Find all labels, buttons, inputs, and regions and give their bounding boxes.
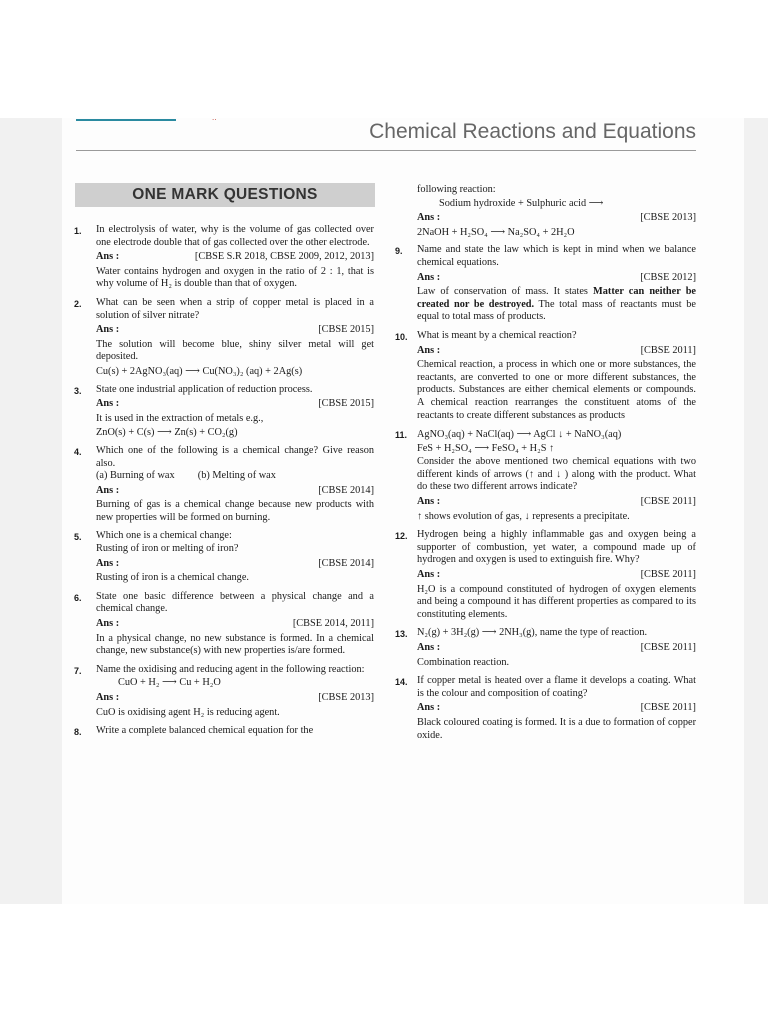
left-column <box>74 224 374 743</box>
question-text: Write a complete balanced chemical equation for the <box>96 725 314 737</box>
chemical-equation: Cu(s) + 2AgNO₃(aq) ⟶ Cu(NO₃)₂ (aq) + 2Ag(s) <box>96 365 303 377</box>
chapter-title: Chemical Reactions and Equations <box>369 120 696 143</box>
question-text: Name the oxidising and reducing agent in the following reaction: <box>96 663 365 675</box>
question-text: In electrolysis of water, why is the volume of gas collected over one electrode double that of gas collected over the other electrode. <box>96 224 374 248</box>
answer-text: Water contains hydrogen and oxygen in the ratio of 2 : 1, that is why volume of H₂ is double than that of oxygen. <box>96 265 374 290</box>
chemical-equation: CuO + H₂ ⟶ Cu + H₂O <box>118 677 221 689</box>
cbse-reference: [CBSE 2012] <box>640 271 696 283</box>
question-13 <box>395 627 696 671</box>
answer-text: H₂O is a compound constituted of hydrogen of oxygen elements and being a compound it has different properties as compared to its constituting elements. <box>417 583 696 620</box>
header-rule <box>76 150 696 151</box>
question-text-line2: Rusting of iron or melting of iron? <box>96 543 239 555</box>
answer-label: Ans : <box>96 398 120 410</box>
left-margin-shadow <box>0 118 62 904</box>
header-accent-rule <box>76 119 176 121</box>
answer-text: Law of conservation of mass. It states Matter can neither be created nor be destroyed. The total mass of reactants must be equal to total mass of products. <box>417 286 696 323</box>
question-text: What is meant by a chemical reaction? <box>417 329 577 341</box>
question-4 <box>74 445 374 527</box>
answer-label: Ans : <box>96 251 120 263</box>
cbse-reference: [CBSE 2011] <box>640 642 696 653</box>
answer-label: Ans : <box>96 324 120 336</box>
answer-label: Ans : <box>417 702 441 714</box>
question-8-continued <box>395 184 696 240</box>
question-number: 12. <box>395 531 408 542</box>
cbse-reference: [CBSE 2011] <box>640 344 696 356</box>
question-number: 14. <box>395 677 408 688</box>
answer-text: CuO is oxidising agent H₂ is reducing agent. <box>96 706 280 718</box>
answer-label: Ans : <box>96 557 120 569</box>
cbse-reference: [CBSE 2015] <box>318 324 374 336</box>
answer-label: Ans : <box>417 642 441 653</box>
answer-text: Burning of gas is a chemical change because new products with new properties will be formed on burning. <box>96 499 374 523</box>
question-number: 8. <box>74 727 82 738</box>
answer-text: Black coloured coating is formed. It is a due to formation of copper oxide. <box>417 716 696 741</box>
question-text: If copper metal is heated over a flame it develops a coating. What is the colour and composition of coating? <box>417 675 696 699</box>
question-number: 2. <box>74 298 82 309</box>
section-title: ONE MARK QUESTIONS <box>75 183 375 207</box>
question-9 <box>395 244 696 326</box>
question-14 <box>395 675 696 744</box>
answer-label: Ans : <box>417 496 441 508</box>
question-number: 10. <box>395 331 408 342</box>
answer-label: Ans : <box>96 484 120 496</box>
question-text: What can be seen when a strip of copper metal is placed in a solution of silver nitrate? <box>96 296 374 321</box>
question-number: 4. <box>74 446 82 457</box>
answer-text: In a physical change, no new substance is formed. In a chemical change, new substance(s) with new properties is/are formed. <box>96 632 374 657</box>
question-11 <box>395 428 696 525</box>
option-b: (b) Melting of wax <box>197 470 276 482</box>
question-number: 11. <box>395 430 408 441</box>
question-5 <box>74 530 374 586</box>
right-margin-shadow <box>744 118 768 904</box>
answer-label: Ans : <box>417 271 441 283</box>
question-text: Which one of the following is a chemical change? Give reason also. <box>96 444 374 469</box>
cbse-reference: [CBSE 2015] <box>318 398 374 410</box>
question-text: N₂(g) + 3H₂(g) ⟶ 2NH₃(g), name the type of reaction. <box>417 627 648 639</box>
question-10 <box>395 330 696 424</box>
question-number: 13. <box>395 629 408 640</box>
chemical-equation: ZnO(s) + C(s) ⟶ Zn(s) + CO₂(g) <box>96 427 238 439</box>
answer-label: Ans : <box>417 569 441 581</box>
question-3 <box>74 384 374 441</box>
question-7 <box>74 664 374 721</box>
question-text: Consider the above mentioned two chemical equations with two different kinds of arrows (↑ and ↓ ) along with the product. What do these two different arrows indicate? <box>417 456 696 493</box>
answer-label: Ans : <box>417 344 441 356</box>
question-2 <box>74 297 374 380</box>
question-number: 3. <box>74 385 82 396</box>
question-number: 1. <box>74 226 82 236</box>
question-text: State one basic difference between a physical change and a chemical change. <box>96 590 374 615</box>
right-column <box>395 184 696 748</box>
cbse-reference: [CBSE 2014, 2011] <box>292 618 374 630</box>
answer-text: Rusting of iron is a chemical change. <box>96 572 249 584</box>
law-statement: Matter can neither be created nor be destroyed. <box>417 286 696 310</box>
cbse-reference: [CBSE 2011] <box>640 702 696 714</box>
question-1 <box>74 224 374 293</box>
question-12 <box>395 529 696 623</box>
answer-text: Combination reaction. <box>417 656 510 668</box>
cbse-reference: [CBSE 2013] <box>640 212 696 224</box>
cbse-reference: [CBSE 2014] <box>318 557 374 569</box>
question-8 <box>74 725 374 739</box>
header-marks: .. <box>212 113 217 122</box>
answer-text: Chemical reaction, a process in which one or more substances, the reactants, are converted to one or more different substances, the products. Substances are either chemical elements or compounds. A chemical reaction rearranges the constituent atoms of the reactants to create different substances as products <box>417 359 696 421</box>
cbse-reference: [CBSE S.R 2018, CBSE 2009, 2012, 2013] <box>194 251 374 263</box>
answer-text: ↑ shows evolution of gas, ↓ represents a precipitate. <box>417 510 630 522</box>
cbse-reference: [CBSE 2013] <box>318 692 374 703</box>
question-number: 6. <box>74 592 82 603</box>
chemical-equation: 2NaOH + H₂SO₄ ⟶ Na₂SO₄ + 2H₂O <box>417 226 575 238</box>
chemical-equation-1: AgNO₃(aq) + NaCl(aq) ⟶ AgCl ↓ + NaNO₃(aq) <box>417 429 622 441</box>
question-text: Name and state the law which is kept in mind when we balance chemical equations. <box>417 244 696 268</box>
answer-text: It is used in the extraction of metals e.g., <box>96 412 264 424</box>
answer-label: Ans : <box>96 618 120 630</box>
chemical-equation-2: FeS + H₂SO₄ ⟶ FeSO₄ + H₂S ↑ <box>417 442 555 454</box>
question-6 <box>74 591 374 660</box>
word-equation: Sodium hydroxide + Sulphuric acid ⟶ <box>439 197 604 209</box>
cbse-reference: [CBSE 2014] <box>318 484 374 496</box>
question-text: State one industrial application of reduction process. <box>96 383 313 395</box>
question-text: following reaction: <box>417 184 496 195</box>
question-text: Hydrogen being a highly inflammable gas and oxygen being a supporter of combustion, yet water, a compound made up of hydrogen and oxygen is used to extinguish fire. Why? <box>417 529 696 566</box>
answer-text: The solution will become blue, shiny silver metal will get deposited. <box>96 338 374 363</box>
answer-label: Ans : <box>417 212 441 224</box>
question-number: 7. <box>74 665 82 676</box>
question-text: Which one is a chemical change: <box>96 530 232 542</box>
answer-label: Ans : <box>96 692 120 703</box>
option-a: (a) Burning of wax <box>96 470 175 482</box>
question-number: 9. <box>395 246 403 257</box>
cbse-reference: [CBSE 2011] <box>640 569 696 581</box>
question-number: 5. <box>74 532 82 543</box>
cbse-reference: [CBSE 2011] <box>640 496 696 508</box>
